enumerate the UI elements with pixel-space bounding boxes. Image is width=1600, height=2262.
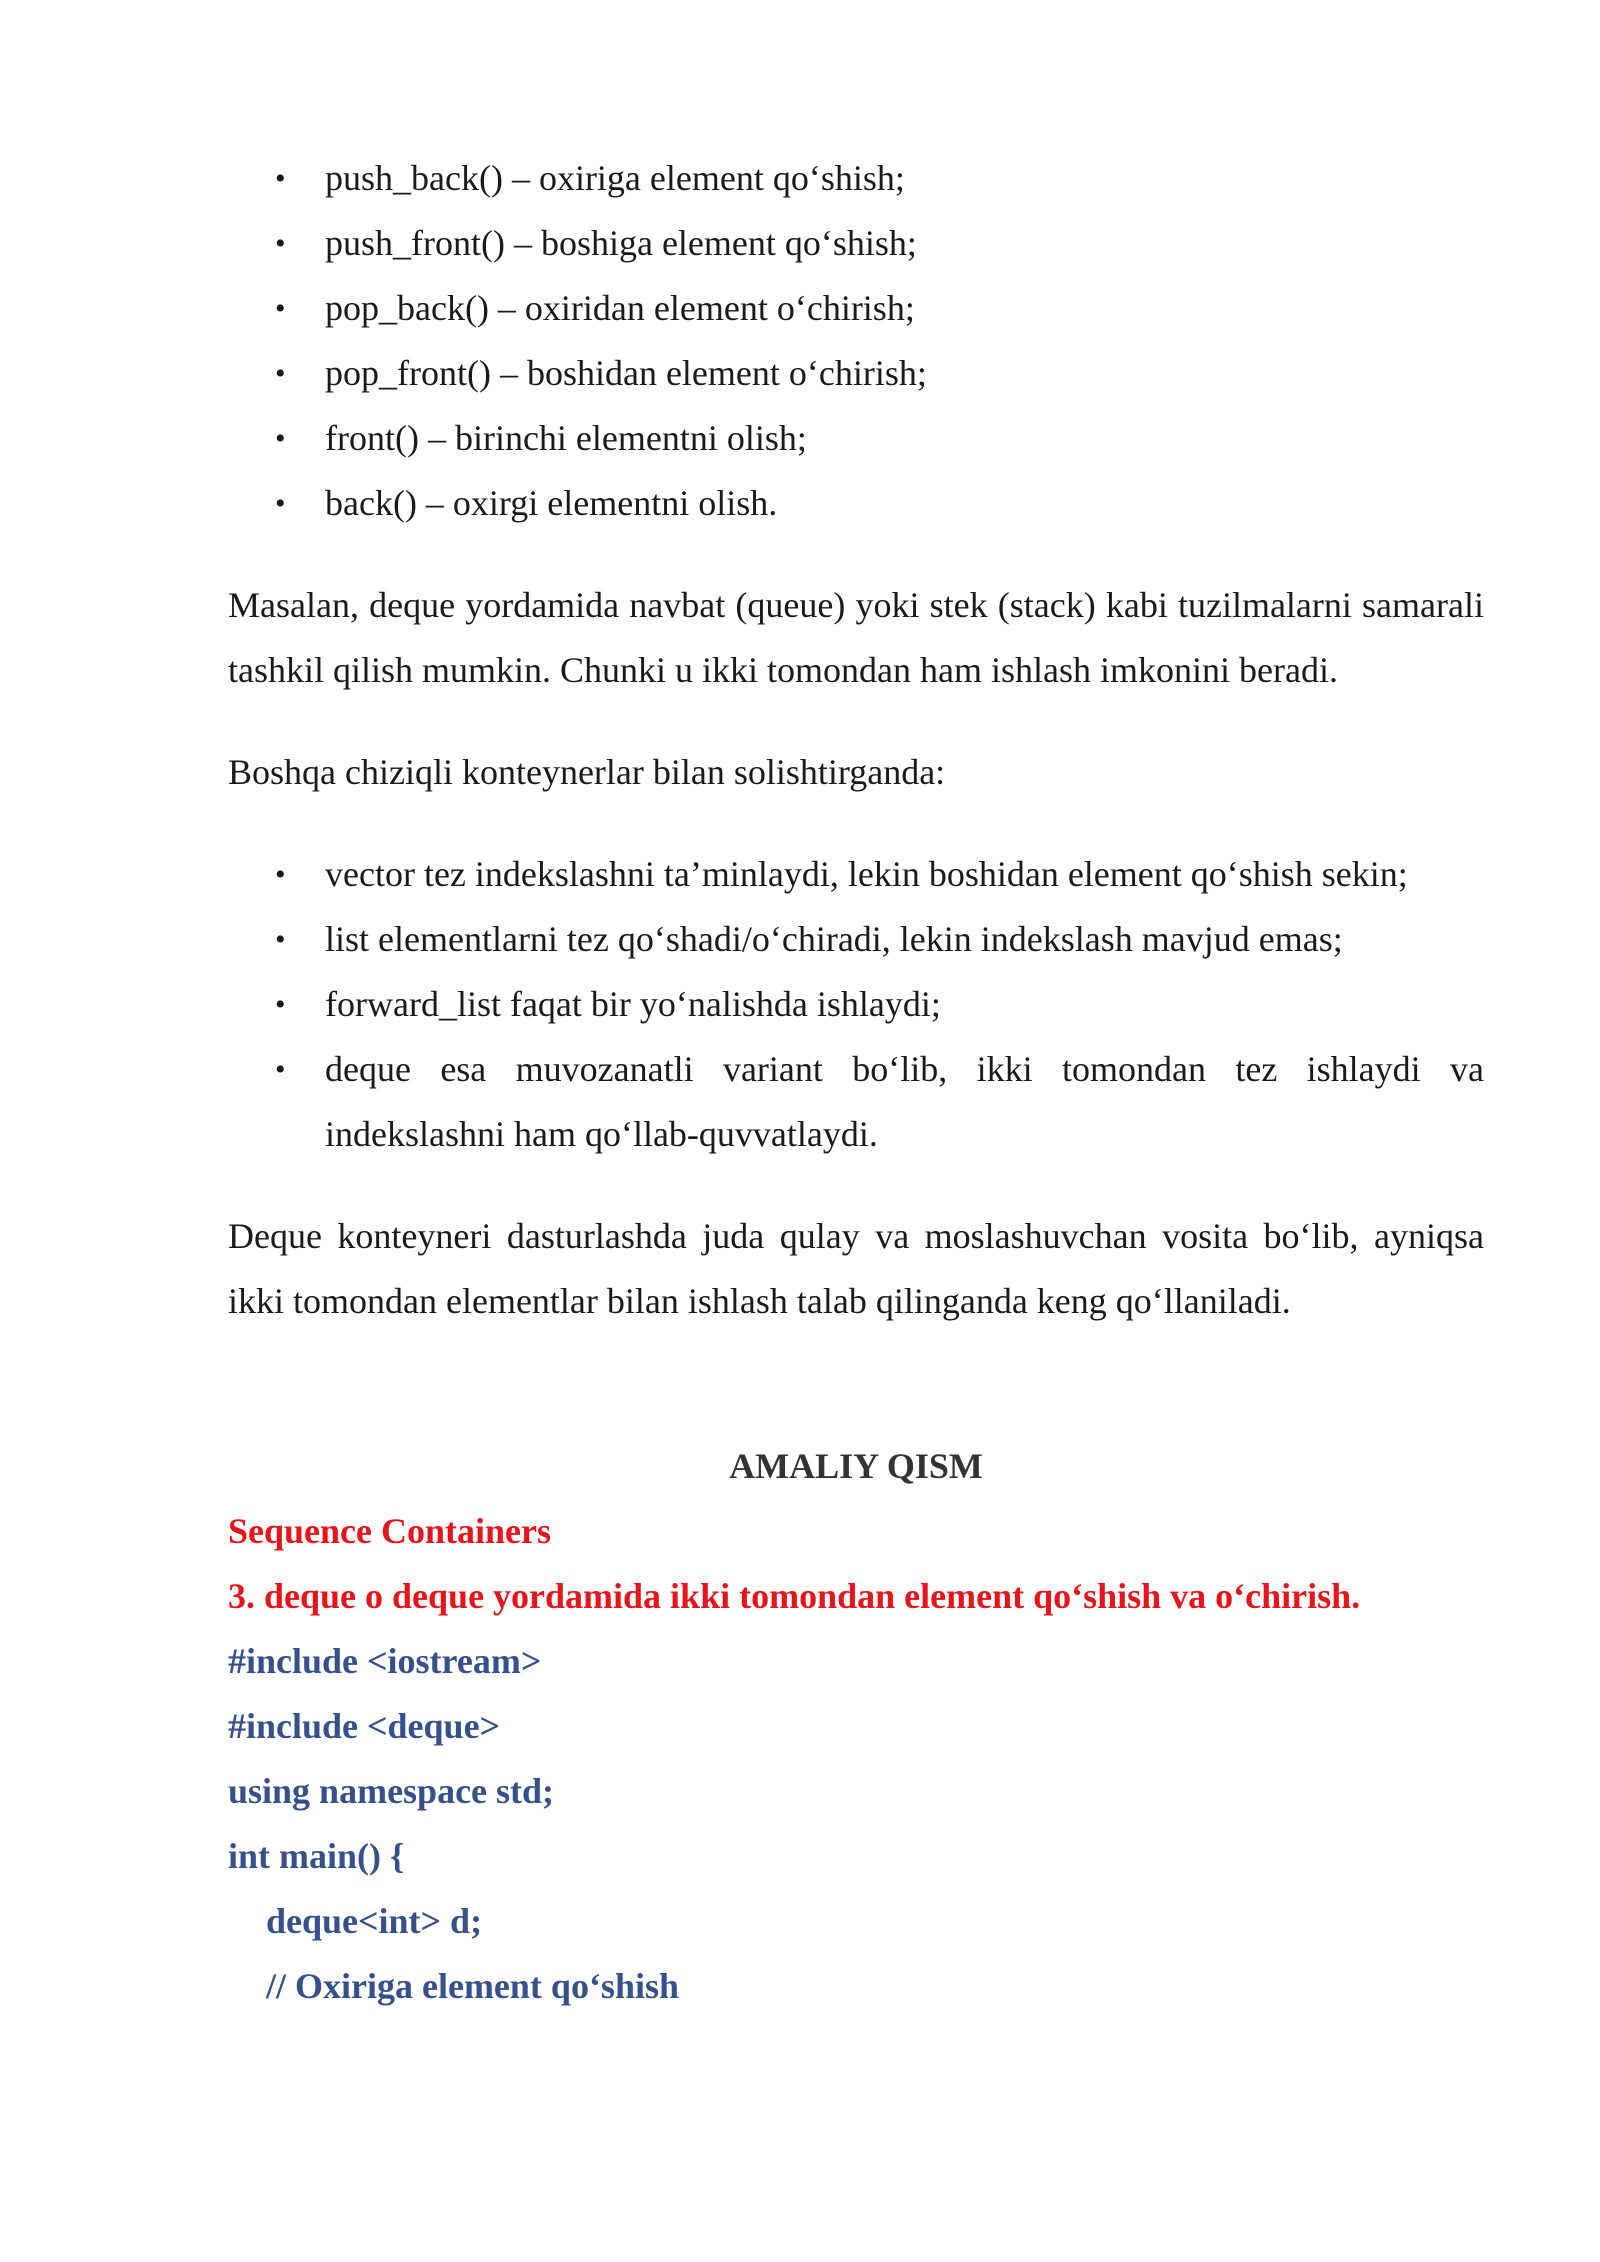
task-title: 3. deque o deque yordamida ikki tomondan element qo‘shish va o‘chirish. <box>228 1576 1361 1616</box>
code-comment: // Oxiriga element qo‘shish <box>266 1966 679 2006</box>
spacer <box>228 805 1484 842</box>
code-line: using namespace std; <box>228 1771 555 1811</box>
list-item-text: push_back() – oxiriga element qo‘shish; <box>325 158 905 198</box>
list-item-text: back() – oxirgi elementni olish. <box>325 483 778 523</box>
list-item <box>275 211 1484 276</box>
paragraph-conclusion: Deque konteyneri dasturlashda juda qulay va moslashuvchan vosita bo‘lib, ayniqsa ikki tomondan elementlar bilan ishlash talab qilinganda keng qo‘llaniladi. <box>228 1216 1484 1321</box>
bullet-icon: • <box>275 487 286 520</box>
list-item <box>275 471 1484 536</box>
bullet-icon: • <box>275 923 286 956</box>
bullet-icon: • <box>275 1053 286 1086</box>
list-item <box>275 972 1484 1037</box>
list-item-text: push_front() – boshiga element qo‘shish; <box>325 223 917 263</box>
spacer <box>228 1167 1484 1204</box>
list-item-text: front() – birinchi elementni olish; <box>325 418 807 458</box>
page-content <box>228 146 1484 2019</box>
code-line: #include <iostream> <box>228 1641 542 1681</box>
list-item <box>275 406 1484 471</box>
comparison-list <box>228 842 1484 1167</box>
list-item-text: deque esa muvozanatli variant bo‘lib, ikki tomondan tez ishlaydi va indekslashni ham qo‘llab-quvvatlaydi. <box>325 1049 1484 1154</box>
bullet-icon: • <box>275 227 286 260</box>
code-line: #include <deque> <box>228 1706 501 1746</box>
bullet-icon: • <box>275 422 286 455</box>
bullet-icon: • <box>275 292 286 325</box>
list-item-text: list elementlarni tez qo‘shadi/o‘chiradi, lekin indekslash mavjud emas; <box>325 919 1343 959</box>
list-item <box>275 146 1484 211</box>
paragraph-comparison-intro: Boshqa chiziqli konteynerlar bilan solishtirganda: <box>228 752 946 792</box>
list-item <box>275 276 1484 341</box>
spacer <box>228 1334 1484 1434</box>
method-list <box>228 146 1484 536</box>
paragraph-example: Masalan, deque yordamida navbat (queue) yoki stek (stack) kabi tuzilmalarni samarali tashkil qilish mumkin. Chunki u ikki tomondan ham ishlash imkonini beradi. <box>228 585 1484 690</box>
section-heading: AMALIY QISM <box>729 1446 983 1486</box>
spacer <box>228 703 1484 740</box>
bullet-icon: • <box>275 162 286 195</box>
code-line: int main() { <box>228 1836 405 1876</box>
bullet-icon: • <box>275 357 286 390</box>
list-item-text: forward_list faqat bir yo‘nalishda ishlaydi; <box>325 984 941 1024</box>
bullet-icon: • <box>275 858 286 891</box>
list-item <box>275 842 1484 907</box>
list-item-text: pop_front() – boshidan element o‘chirish; <box>325 353 927 393</box>
code-line: deque<int> d; <box>266 1901 483 1941</box>
list-item <box>275 341 1484 406</box>
spacer <box>228 536 1484 573</box>
list-item-text: vector tez indekslashni ta’minlaydi, lekin boshidan element qo‘shish sekin; <box>325 854 1408 894</box>
list-item-text: pop_back() – oxiridan element o‘chirish; <box>325 288 915 328</box>
list-item <box>275 907 1484 972</box>
list-item <box>275 1037 1484 1167</box>
section-subtitle: Sequence Containers <box>228 1511 551 1551</box>
bullet-icon: • <box>275 988 286 1021</box>
